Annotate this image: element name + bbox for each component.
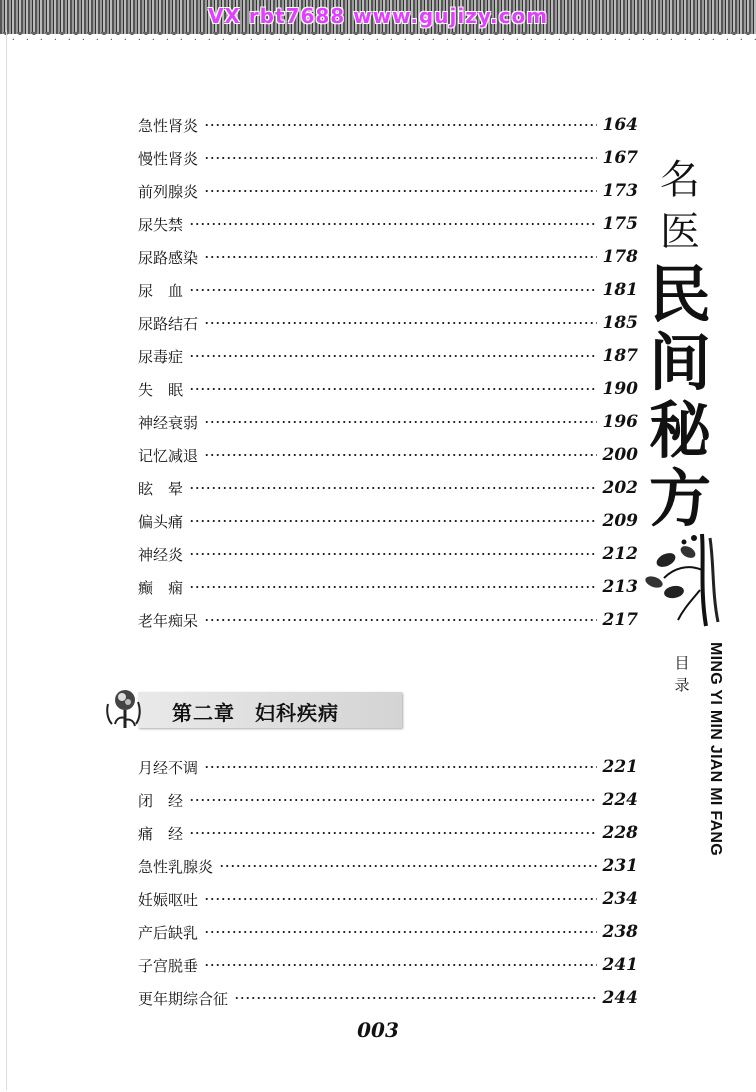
- toc-entry-page: 181: [602, 280, 638, 300]
- toc-leader-dots: [234, 997, 596, 999]
- toc-entry-title: 尿失禁: [138, 215, 184, 234]
- toc-entry-page: 200: [602, 445, 638, 465]
- toc-entry-title: 尿毒症: [138, 347, 184, 366]
- toc-category-label: [672, 652, 692, 696]
- toc-leader-dots: [189, 388, 596, 390]
- toc-entry-title: 产后缺乳: [138, 923, 199, 942]
- toc-entry: [138, 212, 638, 236]
- book-title-pinyin: [706, 642, 726, 932]
- toc-entry-page: 173: [602, 181, 638, 201]
- watermark-text: VX rbt7688 www.gujizy.com: [207, 4, 549, 28]
- toc-leader-dots: [189, 289, 596, 291]
- chapter-name: 妇科疾病: [255, 701, 339, 725]
- toc-leader-dots: [189, 799, 596, 801]
- toc-leader-dots: [204, 931, 596, 933]
- pinyin-text: MING YI MIN JIAN MI FANG: [707, 642, 724, 857]
- toc-entry-page: 217: [602, 610, 638, 630]
- toc-entry-page: 234: [602, 889, 638, 909]
- toc-entry-title: 月经不调: [138, 758, 199, 777]
- toc-entry-page: 175: [602, 214, 638, 234]
- toc-entry: [138, 509, 638, 533]
- toc-entry-page: 185: [602, 313, 638, 333]
- toc-entry-page: 213: [602, 577, 638, 597]
- toc-entry-page: 202: [602, 478, 638, 498]
- toc-entry-title: 慢性肾炎: [138, 149, 199, 168]
- toc-entry: [138, 575, 638, 599]
- toc-entry-title: 急性肾炎: [138, 116, 199, 135]
- book-title-char: 民: [648, 258, 711, 331]
- toc-entry: [138, 788, 638, 812]
- toc-entry-page: 190: [602, 379, 638, 399]
- toc-leader-dots: [204, 124, 596, 126]
- book-title-char: 间: [648, 326, 711, 399]
- page-edge-line: [6, 30, 7, 1090]
- toc-entry-page: 224: [602, 790, 638, 810]
- toc-entry-title: 记忆减退: [138, 446, 199, 465]
- toc-entry-title: 急性乳腺炎: [138, 857, 214, 876]
- toc-entry: [138, 311, 638, 335]
- toc-entry-title: 尿路感染: [138, 248, 199, 267]
- toc-entry-title: 痛 经: [138, 824, 184, 843]
- category-char: 录: [674, 676, 690, 694]
- toc-entry: [138, 344, 638, 368]
- toc-entry-title: 尿路结石: [138, 314, 199, 333]
- toc-leader-dots: [189, 223, 596, 225]
- toc-leader-dots: [204, 964, 596, 966]
- toc-entry: [138, 245, 638, 269]
- toc-leader-dots: [219, 865, 596, 867]
- toc-entry-page: 167: [602, 148, 638, 168]
- toc-leader-dots: [204, 322, 596, 324]
- toc-entry: [138, 854, 638, 878]
- book-title-vertical: [644, 157, 716, 536]
- toc-entry-page: 228: [602, 823, 638, 843]
- toc-entry-title: 老年痴呆: [138, 611, 199, 630]
- toc-leader-dots: [204, 421, 596, 423]
- page-number: 003: [357, 1018, 399, 1042]
- toc-entry: [138, 410, 638, 434]
- toc-entry-page: 178: [602, 247, 638, 267]
- toc-entry-title: 前列腺炎: [138, 182, 199, 201]
- toc-entry-page: 164: [602, 115, 638, 135]
- category-char: 目: [674, 654, 690, 672]
- chapter-title: [172, 697, 339, 726]
- toc-entry: [138, 986, 638, 1010]
- toc-entry-page: 212: [602, 544, 638, 564]
- toc-leader-dots: [204, 190, 596, 192]
- toc-entry-title: 尿 血: [138, 281, 184, 300]
- toc-entry-title: 神经衰弱: [138, 413, 199, 432]
- toc-entry-title: 偏头痛: [138, 512, 184, 531]
- toc-entry: [138, 755, 638, 779]
- toc-entry-page: 221: [602, 757, 638, 777]
- toc-leader-dots: [189, 832, 596, 834]
- toc-entry-title: 更年期综合征: [138, 989, 229, 1008]
- toc-entry-page: 209: [602, 511, 638, 531]
- toc-entry: [138, 821, 638, 845]
- toc-leader-dots: [189, 487, 596, 489]
- toc-entry: [138, 953, 638, 977]
- toc-leader-dots: [189, 553, 596, 555]
- book-title-char: 秘: [648, 394, 711, 467]
- toc-leader-dots: [189, 586, 596, 588]
- toc-entry: [138, 278, 638, 302]
- toc-entry: [138, 113, 638, 137]
- toc-entry: [138, 146, 638, 170]
- toc-entry-title: 失 眠: [138, 380, 184, 399]
- herb-plant-icon: [644, 530, 726, 630]
- toc-entry-page: 244: [602, 988, 638, 1008]
- toc-entry-page: 241: [602, 955, 638, 975]
- toc-entry-page: 238: [602, 922, 638, 942]
- toc-leader-dots: [204, 454, 596, 456]
- toc-leader-dots: [189, 355, 596, 357]
- toc-entry-page: 231: [602, 856, 638, 876]
- toc-leader-dots: [189, 520, 596, 522]
- toc-leader-dots: [204, 619, 596, 621]
- toc-entry-title: 子宫脱垂: [138, 956, 199, 975]
- toc-entry: [138, 920, 638, 944]
- toc-entry: [138, 542, 638, 566]
- toc-entry-page: 196: [602, 412, 638, 432]
- toc-entry: [138, 476, 638, 500]
- book-title-char: 医: [660, 209, 700, 255]
- toc-entry-page: 187: [602, 346, 638, 366]
- toc-entry: [138, 608, 638, 632]
- toc-entry-title: 癫 痫: [138, 578, 184, 597]
- toc-leader-dots: [204, 898, 596, 900]
- toc-entry: [138, 443, 638, 467]
- toc-entry-title: 妊娠呕吐: [138, 890, 199, 909]
- toc-entry: [138, 377, 638, 401]
- toc-leader-dots: [204, 256, 596, 258]
- toc-entry: [138, 179, 638, 203]
- toc-leader-dots: [204, 157, 596, 159]
- chapter-heading: [104, 686, 402, 732]
- flower-emblem-icon: [104, 686, 144, 732]
- toc-leader-dots: [204, 766, 596, 768]
- chapter-number: 第二章: [172, 701, 235, 725]
- toc-entry-title: 闭 经: [138, 791, 184, 810]
- toc-entry: [138, 887, 638, 911]
- book-title-char: 方: [648, 462, 711, 535]
- book-title-char: 名: [660, 157, 700, 203]
- toc-entry-title: 眩 晕: [138, 479, 184, 498]
- toc-entry-title: 神经炎: [138, 545, 184, 564]
